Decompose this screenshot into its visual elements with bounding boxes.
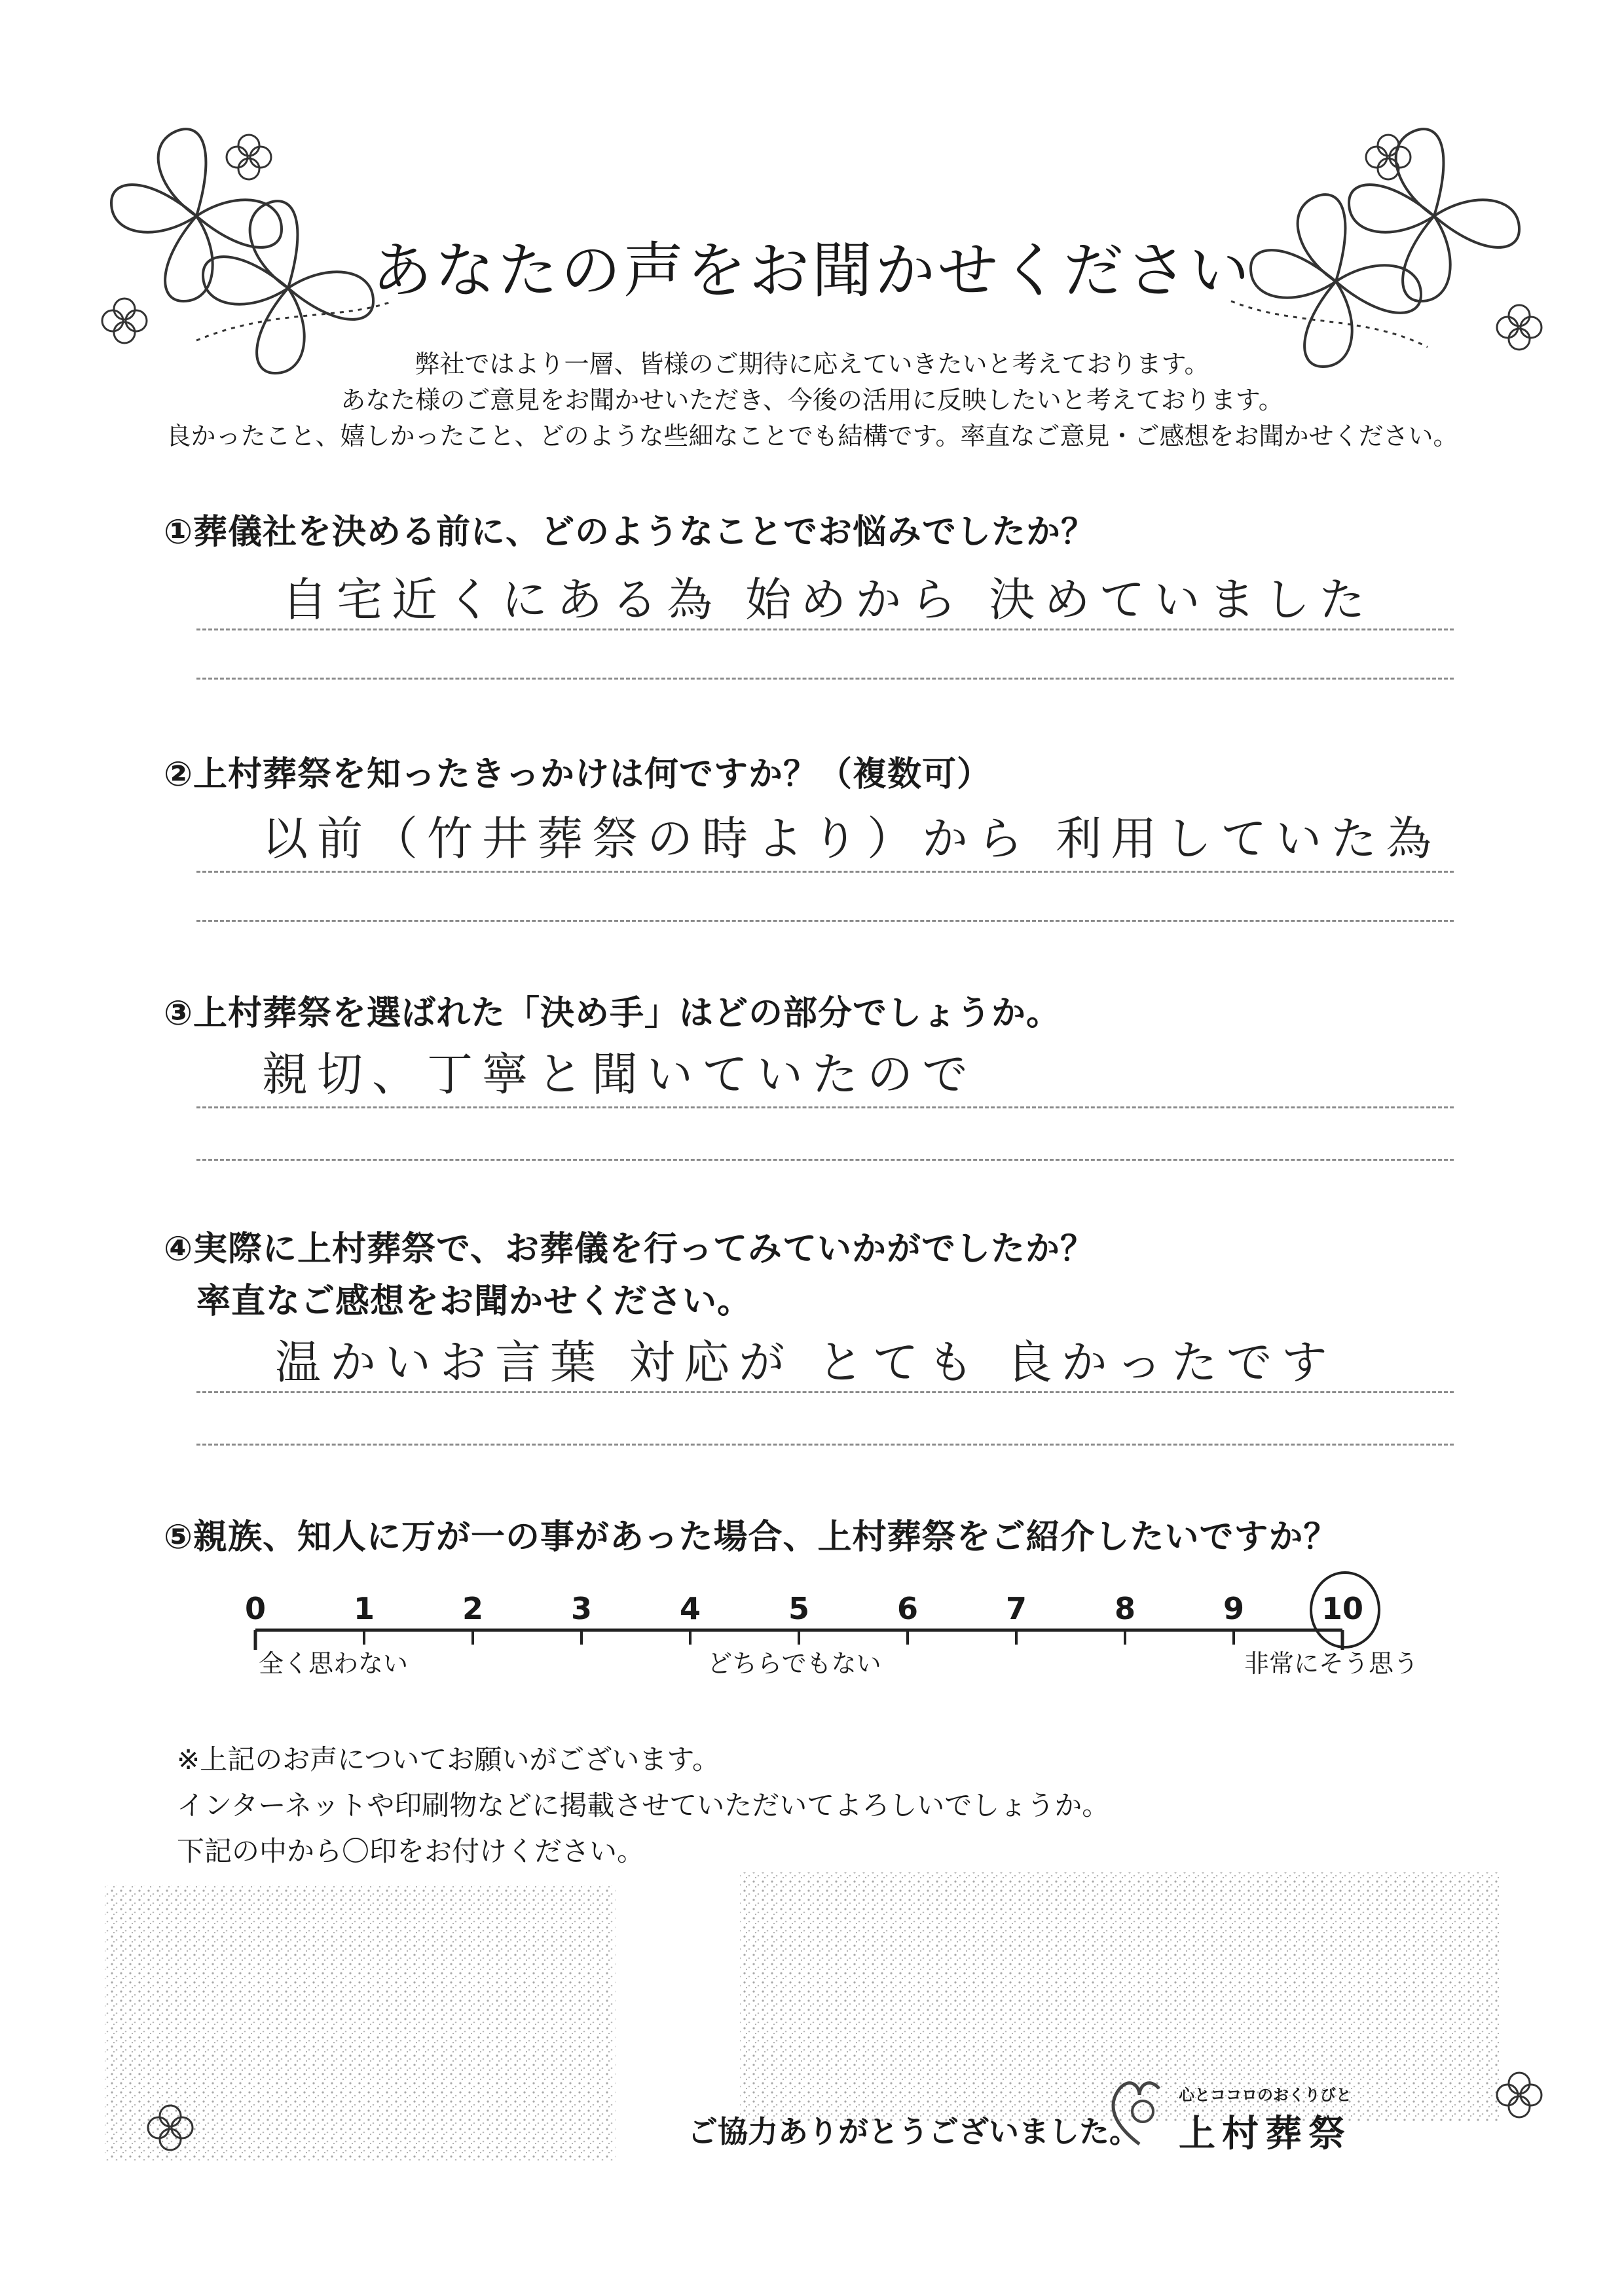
scale-tick-1[interactable]: 1 (353, 1591, 375, 1626)
answer-line (196, 1444, 1454, 1446)
scale-tick-mark (798, 1630, 800, 1645)
intro-line: 良かったこと、嬉しかったこと、どのような些細なことでも結構です。率直なご意見・ご感想をお聞かせください。 (166, 422, 1458, 450)
question-2-answer[interactable]: 以前（竹井葬祭の時より）から 利用していた為 (262, 812, 1441, 866)
scale-tick-5[interactable]: 5 (788, 1591, 810, 1626)
scale-tick-mark (1015, 1630, 1018, 1645)
scale-tick-0[interactable]: 0 (244, 1591, 267, 1626)
answer-line (196, 629, 1454, 630)
question-4-label: ④実際に上村葬祭で、お葬儀を行ってみていかがでしたか？ (164, 1230, 1095, 1269)
scale-tick-3[interactable]: 3 (570, 1591, 593, 1626)
scale-tick-8[interactable]: 8 (1114, 1591, 1136, 1626)
scale-tick-7[interactable]: 7 (1005, 1591, 1027, 1626)
answer-line (196, 1159, 1454, 1161)
selected-rating-circle (1310, 1571, 1380, 1649)
answer-line (196, 1106, 1454, 1108)
intro-line: 弊社ではより一層、皆様のご期待に応えていきたいと考えております。 (415, 350, 1209, 378)
question-4-sublabel: 率直なご感想をお聞かせください。 (196, 1282, 752, 1321)
scale-tick-mark (1124, 1630, 1126, 1645)
question-1-answer[interactable]: 自宅近くにある為 始めから 決めていました (282, 573, 1375, 627)
scale-tick-mark (580, 1630, 583, 1645)
scale-tick-mark (906, 1630, 909, 1645)
scale-tick-mark (254, 1630, 257, 1645)
scale-low-label: 全く思わない (259, 1649, 409, 1678)
heart-logo-icon (1107, 2072, 1172, 2151)
scale-tick-2[interactable]: 2 (462, 1591, 484, 1626)
question-4-answer[interactable]: 温かいお言葉 対応が とても 良かったです (275, 1336, 1337, 1389)
clover-icon (1366, 135, 1411, 179)
logo-name: 上村葬祭 (1179, 2113, 1352, 2155)
page-title: あなたの声をお聞かせください (371, 236, 1252, 306)
clover-icon (1497, 305, 1541, 350)
consent-note: ※上記のお声についてお願いがございます。 (177, 1743, 720, 1776)
scale-tick-6[interactable]: 6 (896, 1591, 919, 1626)
consent-note: インターネットや印刷物などに掲載させていただいてよろしいでしょうか。 (177, 1789, 1110, 1821)
clover-icon (1497, 2073, 1541, 2117)
consent-note: 下記の中から〇印をお付けください。 (177, 1835, 645, 1867)
scale-tick-mark (363, 1630, 365, 1645)
question-5-label: ⑤親族、知人に万が一の事があった場合、上村葬祭をご紹介したいですか？ (164, 1518, 1338, 1557)
logo-tagline: 心とココロのおくりびと (1179, 2086, 1352, 2104)
answer-line (196, 678, 1454, 680)
scale-tick-9[interactable]: 9 (1223, 1591, 1245, 1626)
answer-line (196, 920, 1454, 922)
scale-mid-label: どちらでもない (707, 1649, 881, 1678)
question-2-label: ②上村葬祭を知ったきっかけは何ですか？（複数可） (164, 755, 992, 794)
answer-line (196, 1391, 1454, 1393)
scale-tick-4[interactable]: 4 (679, 1591, 701, 1626)
answer-line (196, 871, 1454, 873)
scale-tick-mark (689, 1630, 692, 1645)
intro-line: あなた様のご意見をお聞かせいただき、今後の活用に反映したいと考えております。 (341, 386, 1283, 414)
clover-icon (227, 135, 271, 179)
question-1-label: ①葬儀社を決める前に、どのようなことでお悩みでしたか？ (164, 513, 1096, 552)
question-3-answer[interactable]: 親切、丁寧と聞いていたので (262, 1048, 977, 1101)
thanks-message: ご協力ありがとうございました。 (688, 2114, 1139, 2149)
scale-tick-10[interactable]: 10 (1321, 1591, 1364, 1626)
scale-high-label: 非常にそう思う (1244, 1649, 1419, 1678)
scale-tick-mark (471, 1630, 474, 1645)
scale-tick-mark (1232, 1630, 1235, 1645)
question-3-label: ③上村葬祭を選ばれた「決め手」はどの部分でしょうか。 (164, 994, 1061, 1033)
